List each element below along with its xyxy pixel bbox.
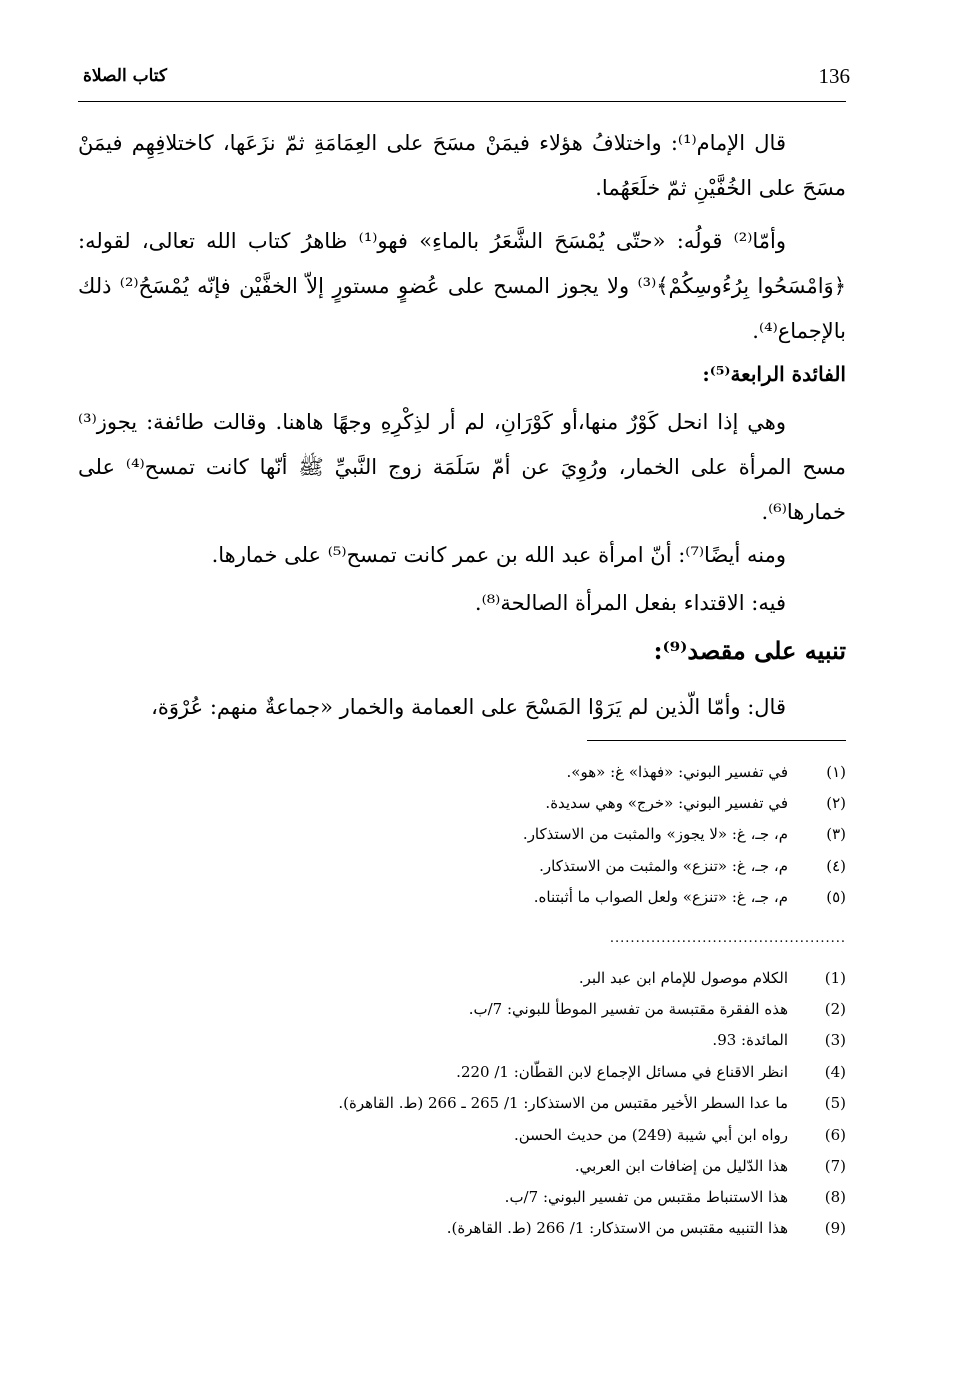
footnote-number: (1) <box>824 969 846 987</box>
paragraph-quran-verse: وأمّا⁽²⁾ قولُه: «حتّى يُمْسَحَ الشَّعَرُ بالماءِ» فهو⁽¹⁾ ظاهرُ كتاب الله تعالى، لقوله: ﴿وَامْسَحُوا بِرُءُوسِكُمْ﴾⁽³⁾ ولا يجوز المسح على عُضوٍ مستورٍ إلاّ الخفَّيْن فإنّه يُمْسَحُ⁽²⁾ ذلك بالإجماع⁽⁴⁾. <box>78 229 846 343</box>
footnote-text: انظر الاقناع في مسائل الإجماع لابن القطّان: 1/ 220. <box>456 1063 788 1081</box>
footnote-text: في تفسير البوني: «فهذا» غ: «هو». <box>566 763 788 781</box>
footnote-number: (٣) <box>826 825 846 843</box>
footnote-number: (5) <box>824 1094 846 1112</box>
footnote-item <box>200 788 846 818</box>
footnote-item <box>200 1182 846 1212</box>
dotted-separator: .............................................. <box>609 933 846 945</box>
footnote-item <box>200 994 846 1024</box>
paragraph-righteous-woman: فيه: الاقتداء بفعل المرأة الصالحة⁽⁸⁾. <box>474 591 786 615</box>
footnote-item <box>200 1151 846 1181</box>
footnote-number: (4) <box>824 1063 846 1081</box>
footnote-number: (9) <box>824 1219 846 1237</box>
footnote-text: الكلام موصول للإمام ابن عبد البر. <box>578 969 788 987</box>
footnote-text: ما عدا السطر الأخير مقتبس من الاستذكار: 1/ 265 ـ 266 (ط. القاهرة). <box>338 1094 788 1112</box>
header-rule <box>78 101 846 102</box>
footnote-item <box>200 757 846 787</box>
footnote-item <box>200 1120 846 1150</box>
footnote-number: (٤) <box>826 857 846 875</box>
footnote-item <box>200 1213 846 1243</box>
footnote-text: المائدة: 93. <box>712 1031 788 1049</box>
footnote-number: (7) <box>824 1157 846 1175</box>
footnote-number: (3) <box>824 1031 846 1049</box>
footnote-text: رواه ابن أبي شيبة (249) من حديث الحسن. <box>513 1126 788 1144</box>
footnote-item <box>200 1088 846 1118</box>
footnote-item <box>200 1057 846 1087</box>
footnote-number: (٢) <box>826 794 846 812</box>
footnote-number: (2) <box>824 1000 846 1018</box>
footnote-number: (٥) <box>826 888 846 906</box>
footnote-text: هذا التنبيه مقتبس من الاستذكار: 1/ 266 (ط. القاهرة). <box>446 1219 788 1237</box>
paragraph-ibn-umar-wife: ومنه أيضًا⁽⁷⁾: أنّ امرأة عبد الله بن عمر كانت تمسح⁽⁵⁾ على خمارها. <box>211 543 786 567</box>
heading-fourth-benefit: الفائدة الرابعة⁽⁵⁾: <box>702 362 846 386</box>
paragraph-khimar: وهي إذا انحل كَوْرٌ منها،أو كَوْرَانِ، لم أر لذِكْرِهِ وجهًا هاهنا. وقالت طائفة: يجوز⁽³⁾ مسح المرأة على الخمار، ورُوِيَ عن أمّ سَلَمَة زوج النَّبيِّ ﷺ أنّها كانت تمسح⁽⁴⁾ على خمارها⁽⁶⁾. <box>78 410 846 524</box>
footnote-item <box>200 851 846 881</box>
footnote-text: م، جـ، غ: «تنزع» والمثبت من الاستذكار. <box>539 857 788 875</box>
footnote-number: (6) <box>824 1126 846 1144</box>
footnote-item <box>200 1025 846 1055</box>
paragraph-urwa: قال: وأمّا الّذين لم يَرَوْا المَسْحَ على العمامة والخمار «جماعةٌ منهم: عُرْوَة، <box>151 695 786 719</box>
footnote-rule <box>587 740 846 741</box>
running-header-title: كتاب الصلاة <box>82 66 167 86</box>
footnote-item <box>200 882 846 912</box>
paragraph-imam: قال الإمام⁽¹⁾: واختلافُ هؤلاء فيمَنْ مسَحَ على العِمَامَةِ ثمّ نزَعَها، كاختلافِهِم فيمَنْ مسَحَ على الخُفَّيْنِ ثمّ خلَعَهُما. <box>78 131 846 200</box>
footnote-text: في تفسير البوني: «خرج» وهي سديدة. <box>545 794 788 812</box>
footnote-item <box>200 819 846 849</box>
footnote-text: م، جـ، غ: «تنزع» ولعل الصواب ما أثبتناه. <box>533 888 788 906</box>
footnote-text: هذا الاستنباط مقتبس من تفسير البوني: 7/ب. <box>504 1188 788 1206</box>
footnote-text: هذا الدّليل من إضافات ابن العربي. <box>574 1157 788 1175</box>
heading-notice: تنبيه على مقصد⁽⁹⁾: <box>653 636 846 665</box>
footnote-number: (١) <box>826 763 846 781</box>
footnote-text: م، جـ، غ: «لا يجوز» والمثبت من الاستذكار. <box>522 825 788 843</box>
footnote-number: (8) <box>824 1188 846 1206</box>
footnote-text: هذه الفقرة مقتبسة من تفسير الموطأ للبوني: 7/ب. <box>468 1000 788 1018</box>
footnote-item <box>200 963 846 993</box>
page-number: 136 <box>818 64 850 88</box>
